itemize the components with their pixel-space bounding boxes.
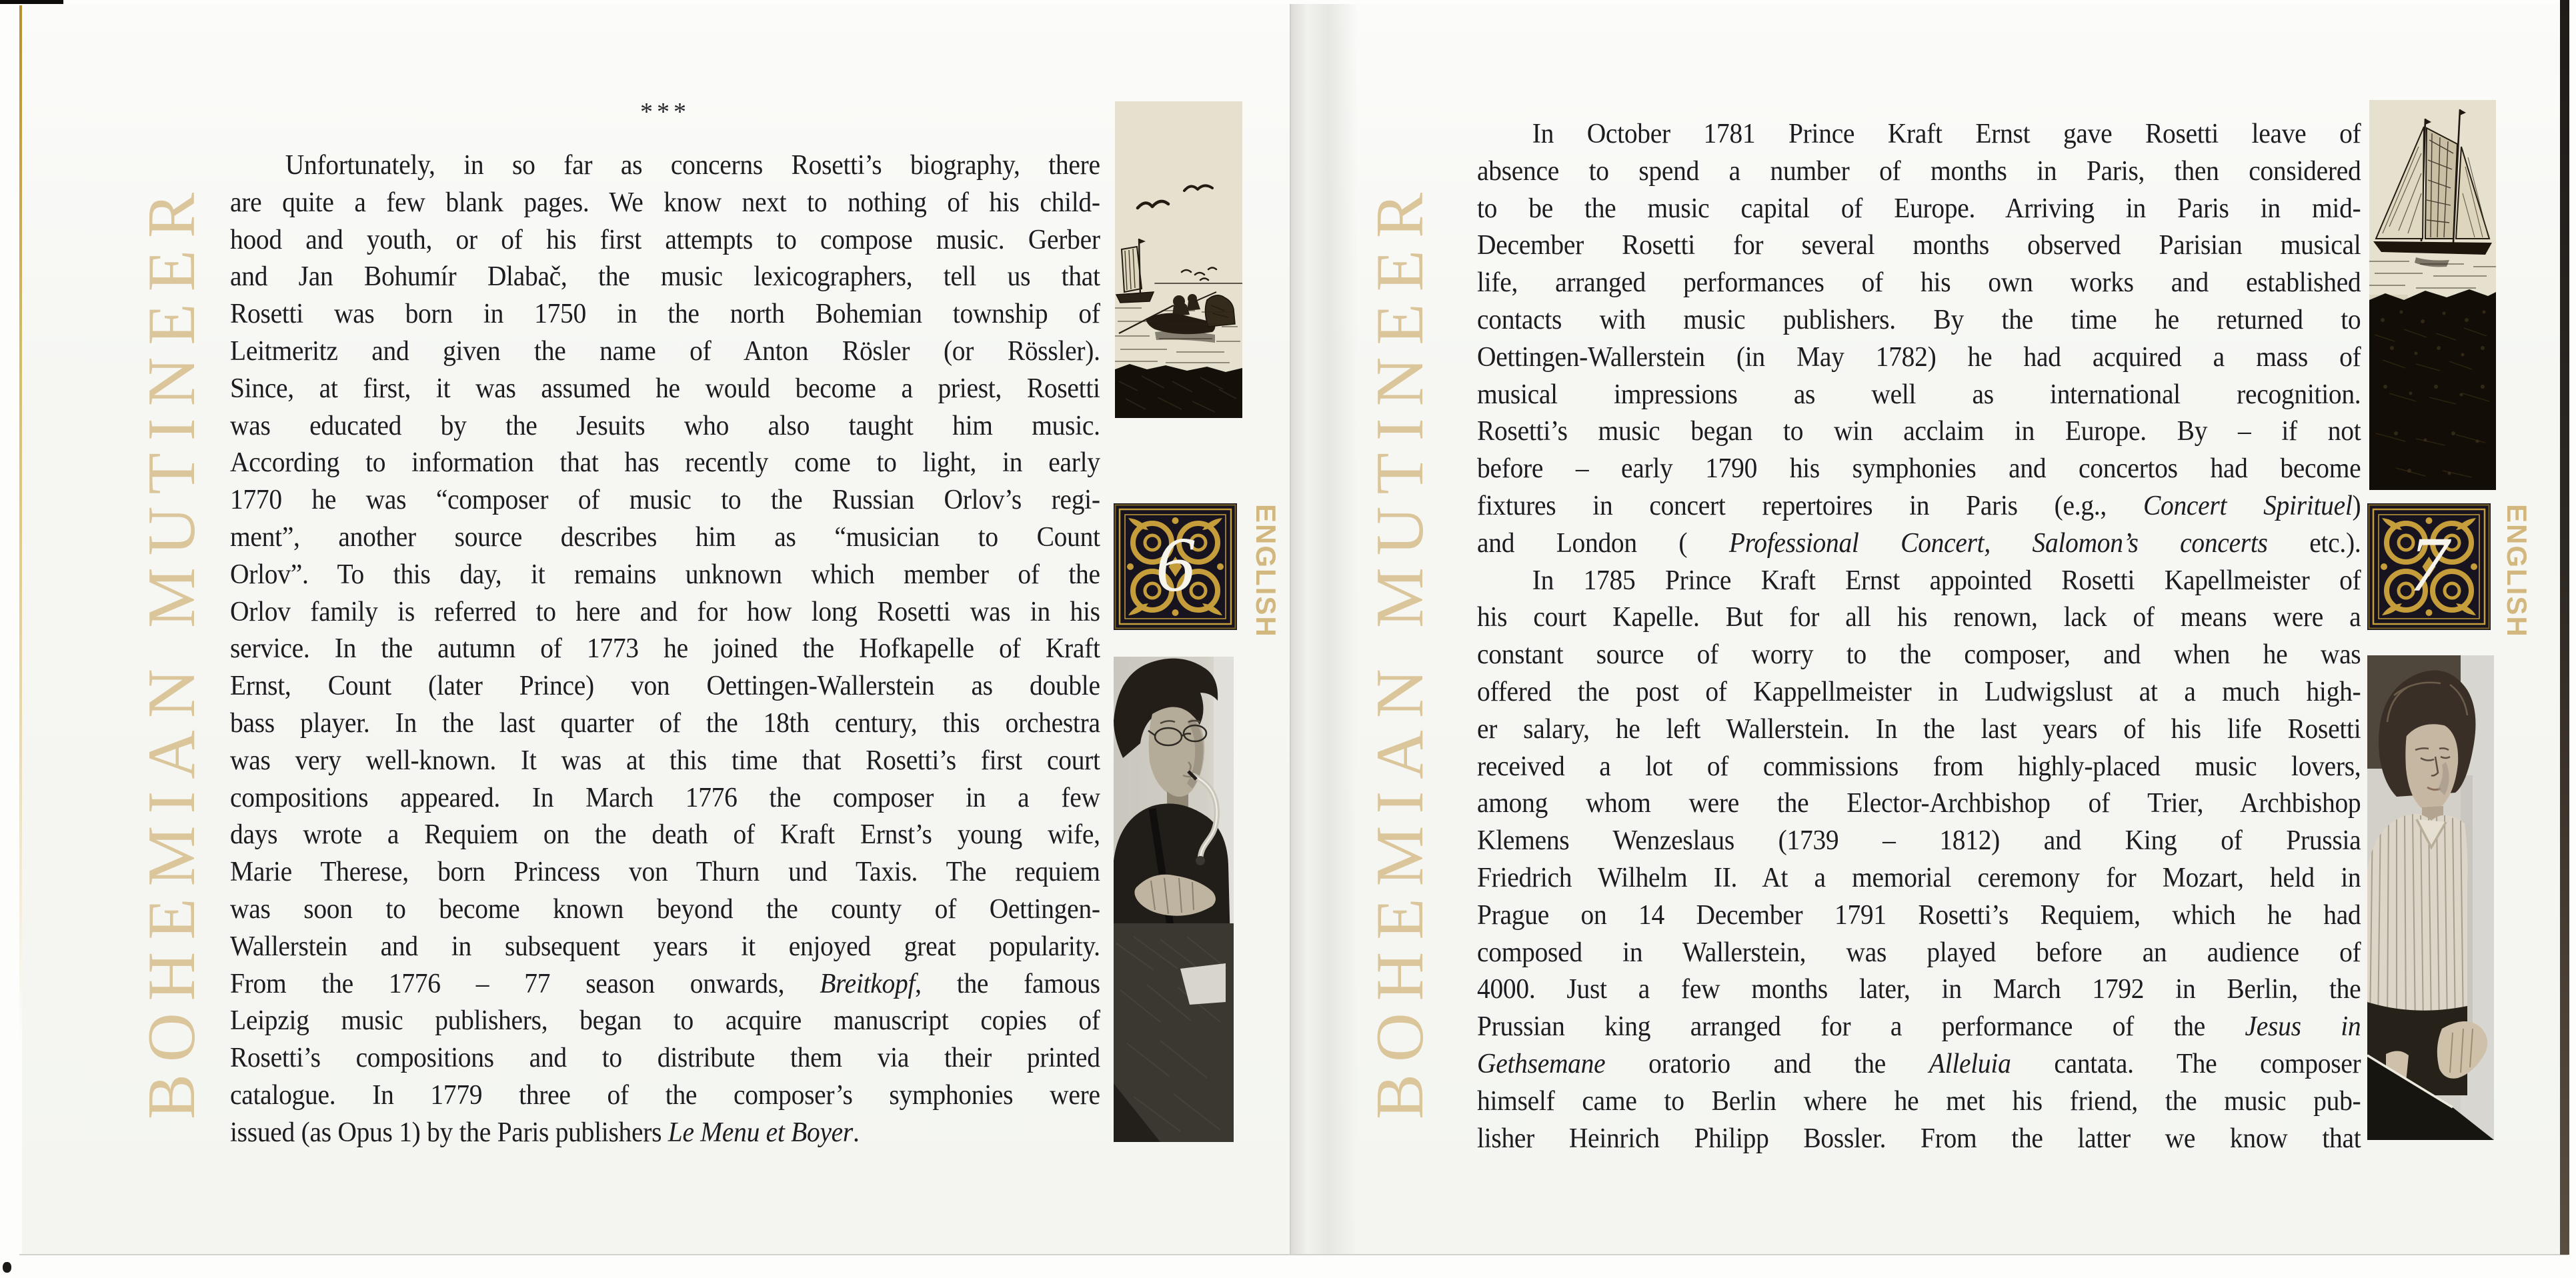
text-line: fixtures in concert repertoires in Paris (e.g., Concert Spirituel) bbox=[1477, 490, 2361, 521]
text-line: received a lot of commissions from highly-placed music lovers, bbox=[1477, 751, 2361, 782]
text-line: ment”, another source describes him as “musician to Count bbox=[230, 521, 1100, 553]
text-line: composed in Wallerstein, was played before an audience of bbox=[1477, 937, 2361, 968]
text-line: offered the post of Kappellmeister in Ludwigslust at a much high- bbox=[1477, 676, 2361, 707]
page-bottom-edge bbox=[19, 1254, 2568, 1255]
language-label-left: ENGLISH bbox=[1250, 504, 1282, 638]
page-number: 7 bbox=[2409, 521, 2449, 608]
text-line: and Jan Bohumír Dlabač, the music lexicographers, tell us that bbox=[230, 261, 1100, 293]
text-line: service. In the autumn of 1773 he joined the Hofkapelle of Kraft bbox=[230, 633, 1100, 665]
text-line: Unfortunately, in so far as concerns Rosetti’s biography, there bbox=[285, 150, 1100, 181]
text-line: to be the music capital of Europe. Arriving in Paris in mid- bbox=[1477, 193, 2361, 224]
text-line: Rosetti’s compositions and to distribute them via their printed bbox=[230, 1043, 1100, 1074]
margin-title-right: BOHEMIAN MUTINEER bbox=[1362, 180, 1438, 1120]
text-line: Gethsemane oratorio and the Alleluia cantata. The composer bbox=[1477, 1048, 2361, 1079]
text-line: lisher Heinrich Philipp Bossler. From the latter we know that bbox=[1477, 1123, 2361, 1154]
text-line: Klemens Wenzeslaus (1739 – 1812) and King of Prussia bbox=[1477, 825, 2361, 857]
text-line: In 1785 Prince Kraft Ernst appointed Rosetti Kapellmeister of bbox=[1532, 565, 2361, 596]
booklet-spine-gold-line bbox=[19, 5, 22, 1045]
text-line: Rosetti was born in 1750 in the north Bohemian township of bbox=[230, 299, 1100, 330]
text-line: musical impressions as well as international recognition. bbox=[1477, 379, 2361, 410]
text-line: days wrote a Requiem on the death of Kraft Ernst’s young wife, bbox=[230, 819, 1100, 851]
text-line: his court Kapelle. But for all his renown, lack of means were a bbox=[1477, 602, 2361, 633]
page-number: 6 bbox=[1156, 521, 1195, 608]
text-line: compositions appeared. In March 1776 the composer in a few bbox=[230, 782, 1100, 813]
text-line: hood and youth, or of his first attempts to compose music. Gerber bbox=[230, 224, 1100, 255]
text-line: 4000. Just a few months later, in March 1792 in Berlin, the bbox=[1477, 974, 2361, 1005]
text-line: Rosetti’s music began to win acclaim in Europe. By – if not bbox=[1477, 416, 2361, 447]
text-line: life, arranged performances of his own works and established bbox=[1477, 267, 2361, 299]
language-label-right: ENGLISH bbox=[2501, 504, 2533, 638]
text-line: Friedrich Wilhelm II. At a memorial ceremony for Mozart, held in bbox=[1477, 862, 2361, 893]
text-line: contacts with music publishers. By the time he returned to bbox=[1477, 304, 2361, 335]
text-line: himself came to Berlin where he met his friend, the music pub- bbox=[1477, 1085, 2361, 1117]
text-line: and London ( Professional Concert, Salomon’s concerts etc.). bbox=[1477, 527, 2361, 559]
ornament-page-number-right bbox=[2367, 503, 2491, 630]
ornament-page-number-left bbox=[1114, 503, 1237, 630]
text-line: constant source of worry to the composer, and when he was bbox=[1477, 639, 2361, 671]
page-fold-shadow bbox=[1327, 4, 1358, 1254]
scan-edge-artifact bbox=[0, 0, 63, 4]
text-line: Marie Therese, born Princess von Thurn und Taxis. The requiem bbox=[230, 857, 1100, 888]
page-right-edge-shadow bbox=[2560, 0, 2569, 1255]
page-gutter bbox=[1290, 4, 1328, 1254]
text-line: Since, at first, it was assumed he would become a priest, Rosetti bbox=[230, 373, 1100, 404]
text-line: before – early 1790 his symphonies and concertos had become bbox=[1477, 453, 2361, 485]
rowboat-etching bbox=[1115, 101, 1242, 418]
text-line: Orlov”. To this day, it remains unknown which member of the bbox=[230, 559, 1100, 590]
text-line: are quite a few blank pages. We know next to nothing of his child- bbox=[230, 187, 1100, 218]
text-line: catalogue. In 1779 three of the composer’s symphonies were bbox=[230, 1079, 1100, 1111]
text-line: In October 1781 Prince Kraft Ernst gave Rosetti leave of bbox=[1532, 119, 2361, 149]
text-line: among whom were the Elector-Archbishop of Trier, Archbishop bbox=[1477, 788, 2361, 819]
text-line: Leipzig music publishers, began to acquire manuscript copies of bbox=[230, 1005, 1100, 1037]
section-separator: *** bbox=[640, 98, 690, 126]
text-line: December Rosetti for several months observed Parisian musical bbox=[1477, 230, 2361, 261]
text-line: Leitmeritz and given the name of Anton Rösler (or Rössler). bbox=[230, 335, 1100, 367]
body-text-right bbox=[1477, 116, 2361, 1157]
text-line: Orlov family is referred to here and for how long Rosetti was in his bbox=[230, 596, 1100, 627]
text-line: Oettingen-Wallerstein (in May 1782) he had acquired a mass of bbox=[1477, 341, 2361, 373]
text-line: was very well-known. It was at this time that Rosetti’s first court bbox=[230, 745, 1100, 776]
text-line: issued (as Opus 1) by the Paris publishers Le Menu et Boyer. bbox=[230, 1117, 860, 1148]
text-line: was educated by the Jesuits who also taught him music. bbox=[230, 410, 1100, 441]
text-line: er salary, he left Wallerstein. In the last years of his life Rosetti bbox=[1477, 713, 2361, 745]
text-line: 1770 he was “composer of music to the Russian Orlov’s regi- bbox=[230, 485, 1100, 516]
text-line: Ernst, Count (later Prince) von Oettingen-Wallerstein as double bbox=[230, 671, 1100, 702]
body-text-left bbox=[230, 147, 1100, 1152]
text-line: was soon to become known beyond the county of Oettingen- bbox=[230, 893, 1100, 925]
scan-corner-artifact bbox=[3, 1262, 11, 1273]
text-line: absence to spend a number of months in Paris, then considered bbox=[1477, 155, 2361, 187]
text-line: From the 1776 – 77 season onwards, Breitkopf, the famous bbox=[230, 968, 1100, 999]
text-line: bass player. In the last quarter of the 18th century, this orchestra bbox=[230, 707, 1100, 739]
sailboat-etching bbox=[2369, 100, 2496, 490]
text-line: Prussian king arranged for a performance of the Jesus in bbox=[1477, 1011, 2361, 1043]
text-line: Prague on 14 December 1791 Rosetti’s Requiem, which he had bbox=[1477, 899, 2361, 931]
text-line: According to information that has recently come to light, in early bbox=[230, 447, 1100, 479]
margin-title-left: BOHEMIAN MUTINEER bbox=[134, 180, 209, 1120]
woman-reading-music-photo bbox=[2367, 655, 2494, 1140]
bassoonist-photo bbox=[1114, 657, 1234, 1142]
text-line: Wallerstein and in subsequent years it enjoyed great popularity. bbox=[230, 931, 1100, 962]
